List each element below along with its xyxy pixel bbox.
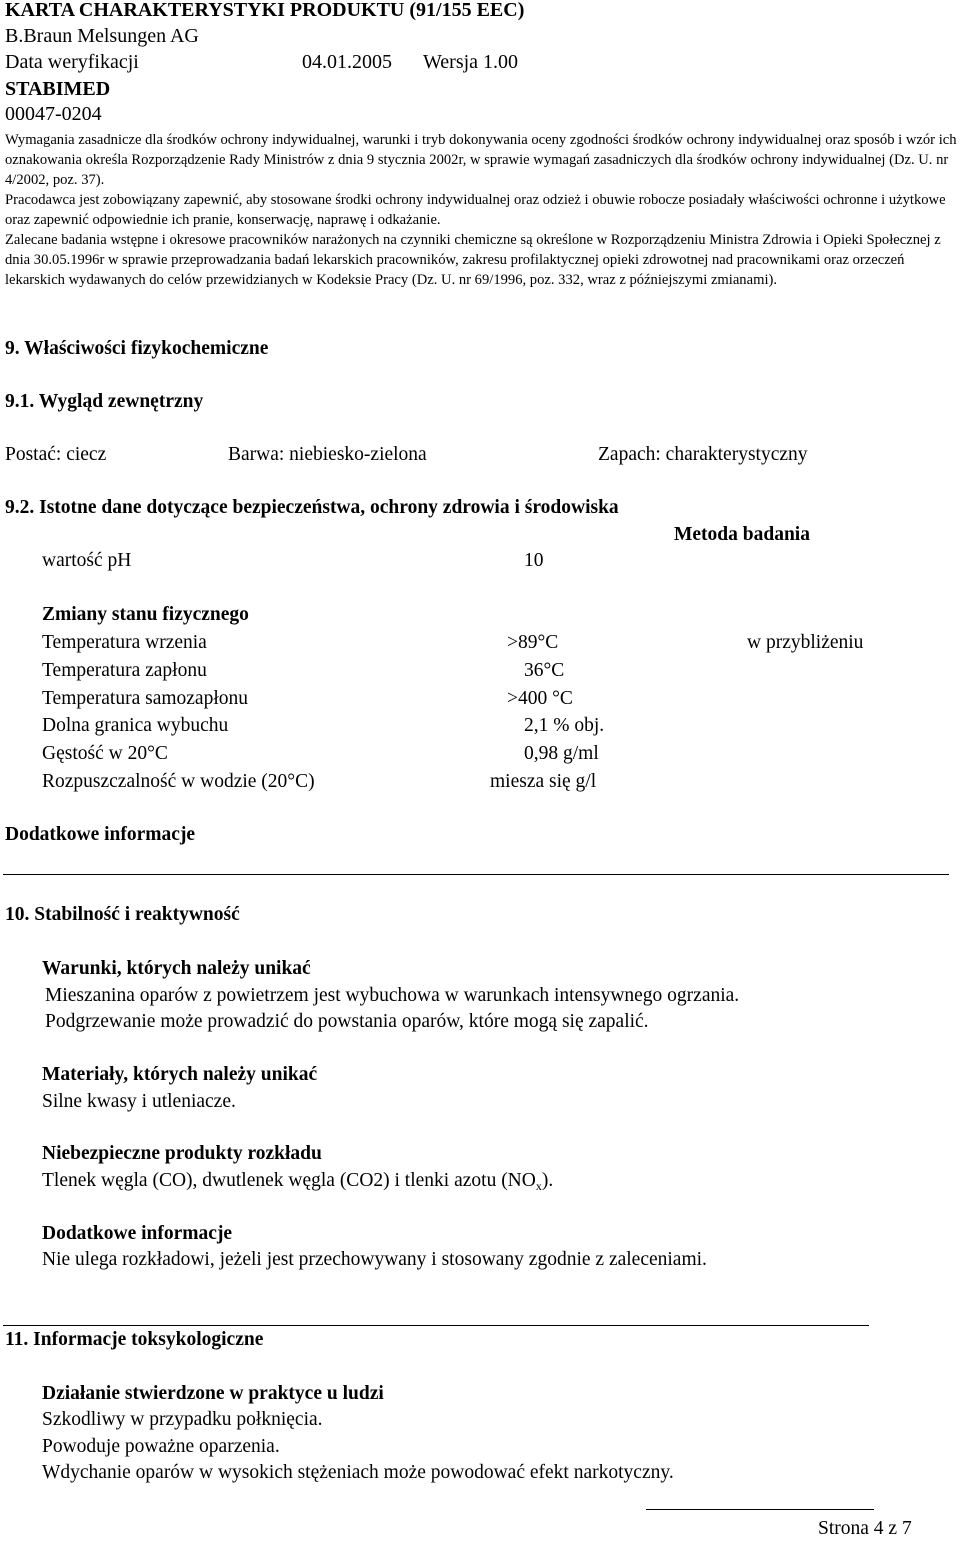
intro-paragraph-1: Wymagania zasadnicze dla środków ochrony indywidualnej, warunki i tryb dokonywania oceny zgodności środków ochrony indywidualnej oraz sposób i wzór ich oznakowania określa Rozporządzenie Rady Ministrów z dnia 9 stycznia 2002r, w sprawie wymagań zasadniczych dla środków ochrony indywidualnej (Dz. U. nr 4/2002, poz. 37). [5, 132, 957, 188]
company-name: B.Braun Melsungen AG [5, 25, 199, 47]
property-label: Temperatura samozapłonu [42, 688, 249, 709]
ph-value: 10 [524, 550, 544, 571]
section-10-additional-heading: Dodatkowe informacje [42, 1223, 233, 1244]
intro-paragraph-3: Zalecane badania wstępne i okresowe pracowników narażonych na czynniki chemiczne są określone w Rozporządzeniu Ministra Zdrowia i Opieki Społecznej z dnia 30.05.1996r w sprawie przeprowadzania badań lekarskich pracowników, zakresu profilaktycznej opieki zdrowotnej nad pracownikami oraz orzeczeń lekarskich wydawanych do celów przewidzianych w Kodeksie Pracy (Dz. U. nr 69/1996, poz. 332, wraz z późniejszymi zmianami). [5, 232, 941, 288]
section-9-additional-heading: Dodatkowe informacje [5, 824, 196, 845]
property-label: Gęstość w 20°C [42, 743, 168, 764]
property-label: Dolna granica wybuchu [42, 715, 229, 736]
page-number: Strona 4 z 7 [818, 1518, 912, 1539]
decomposition-end: ). [541, 1170, 554, 1191]
property-note: w przybliżeniu [747, 632, 864, 653]
decomposition-subscript: x [535, 1179, 542, 1193]
avoid-conditions-heading: Warunki, których należy unikać [42, 958, 311, 979]
section-10-heading: 10. Stabilność i reaktywność [5, 904, 240, 925]
human-effects-heading: Działanie stwierdzone w praktyce u ludzi [42, 1383, 384, 1404]
human-effects-text: Wdychanie oparów w wysokich stężeniach może powodować efekt narkotyczny. [42, 1462, 674, 1483]
section-10-additional-text: Nie ulega rozkładowi, jeżeli jest przechowywany i stosowany zgodnie z zaleceniami. [42, 1249, 707, 1270]
decomposition-text [42, 1169, 553, 1193]
appearance-color: Barwa: niebiesko-zielona [228, 444, 427, 465]
avoid-conditions-text: Podgrzewanie może prowadzić do powstania oparów, które mogą się zapalić. [45, 1011, 649, 1032]
property-value: >400 °C [507, 688, 573, 709]
appearance-form: Postać: ciecz [5, 444, 107, 465]
document-title: KARTA CHARAKTERYSTYKI PRODUKTU (91/155 EEC) [5, 0, 525, 21]
property-value: 2,1 % obj. [524, 715, 605, 736]
decomposition-heading: Niebezpieczne produkty rozkładu [42, 1143, 322, 1164]
human-effects-text: Powoduje poważne oparzenia. [42, 1436, 280, 1457]
intro-paragraph-2: Pracodawca jest zobowiązany zapewnić, aby stosowane środki ochrony indywidualnej oraz odzież i obuwie robocze posiadały właściwości ochronne i użytkowe oraz zapewnić odpowiednie ich pranie, konserwację, naprawę i odkażanie. [5, 192, 946, 228]
version: Wersja 1.00 [423, 51, 519, 73]
avoid-materials-text: Silne kwasy i utleniacze. [42, 1091, 236, 1112]
property-value: miesza się g/l [490, 771, 597, 792]
avoid-materials-heading: Materiały, których należy unikać [42, 1064, 318, 1085]
section-9-heading: 9. Właściwości fizykochemiczne [5, 338, 269, 359]
property-label: Rozpuszczalność w wodzie (20°C) [42, 771, 315, 792]
section-divider [3, 874, 949, 875]
property-value: 0,98 g/ml [524, 743, 599, 764]
human-effects-text: Szkodliwy w przypadku połknięcia. [42, 1409, 323, 1430]
property-value: 36°C [524, 660, 565, 681]
section-divider [3, 1325, 869, 1326]
state-changes-heading: Zmiany stanu fizycznego [42, 604, 249, 625]
footer-rule [646, 1509, 874, 1510]
section-11-heading: 11. Informacje toksykologiczne [5, 1329, 264, 1350]
product-code: 00047-0204 [5, 103, 102, 125]
section-9-2-heading: 9.2. Istotne dane dotyczące bezpieczeństwa, ochrony zdrowia i środowiska [5, 497, 619, 518]
verification-label: Data weryfikacji [5, 51, 139, 73]
avoid-conditions-text: Mieszanina oparów z powietrzem jest wybuchowa w warunkach intensywnego ogrzania. [45, 985, 740, 1006]
appearance-odor: Zapach: charakterystyczny [598, 444, 808, 465]
property-value: >89°C [507, 632, 559, 653]
section-9-1-heading: 9.1. Wygląd zewnętrzny [5, 391, 204, 412]
ph-label: wartość pH [42, 550, 132, 571]
verification-date: 04.01.2005 [302, 51, 392, 73]
method-label: Metoda badania [674, 524, 810, 545]
product-name: STABIMED [5, 78, 111, 100]
property-label: Temperatura zapłonu [42, 660, 207, 681]
property-label: Temperatura wrzenia [42, 632, 207, 653]
decomposition-main: Tlenek węgla (CO), dwutlenek węgla (CO2) i tlenki azotu (NO [42, 1170, 536, 1191]
